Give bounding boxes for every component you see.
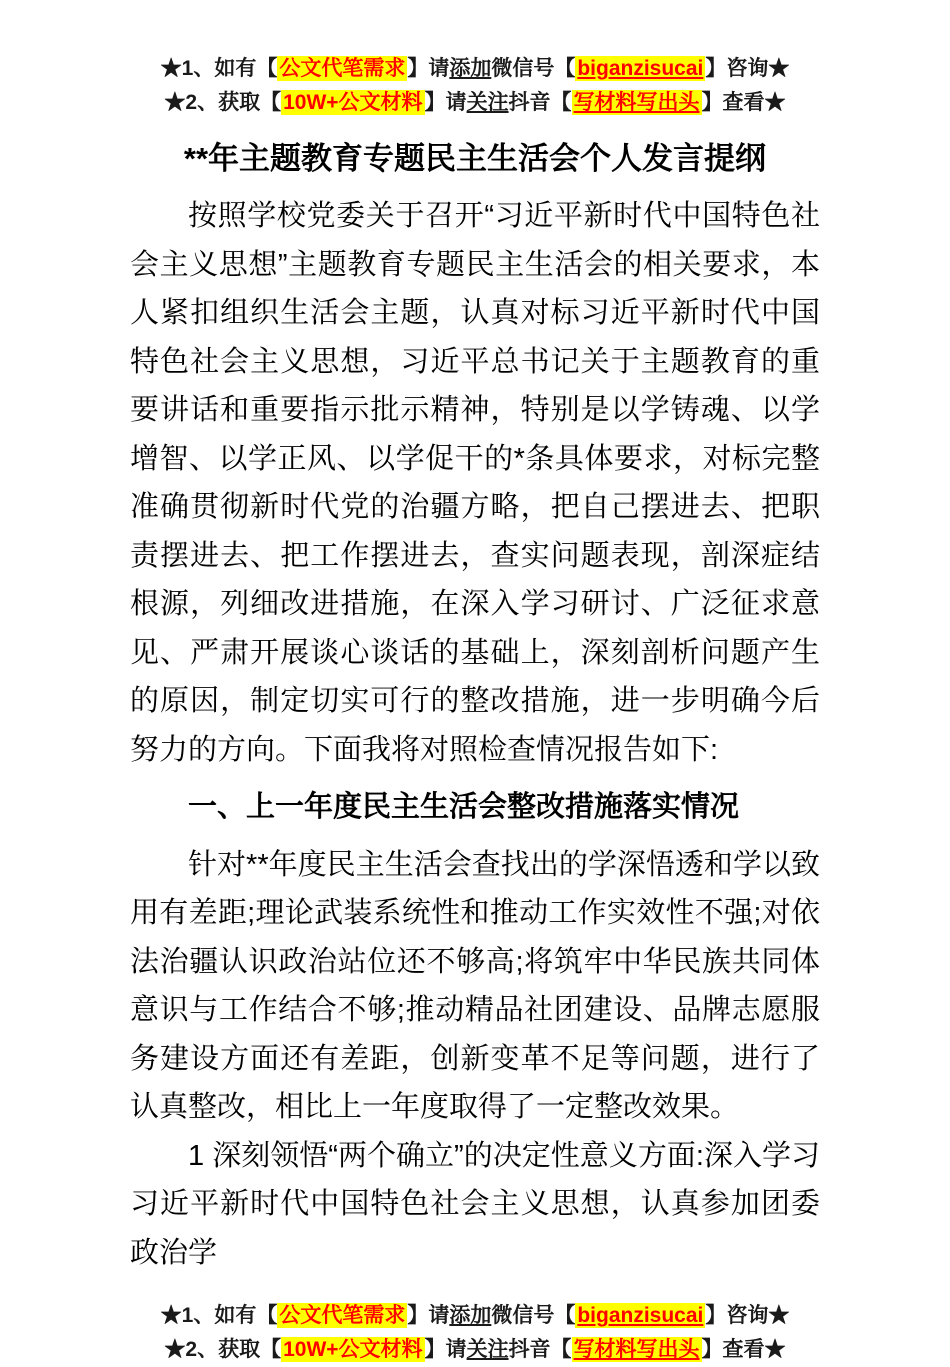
page-title: **年主题教育专题民主生活会个人发言提纲 — [183, 141, 767, 176]
promo-banner-top — [130, 52, 820, 120]
paragraph-rectification: 针对**年度民主生活会查找出的学深悟透和学以致用有差距;理论武装系统性和推动工作实效性不强;对依法治疆认识政治站位还不够高;将筑牢中华民族共同体意识与工作结合不够;推动精品社团建设、品牌志愿服务建设方面还有差距，创新变革不足等问题，进行了认真整改，相比上一年度取得了一定整改效果。 — [130, 848, 820, 1123]
promo2-mid2: 抖音【 — [508, 91, 572, 114]
promo-line-2-bottom — [130, 1333, 820, 1367]
section-heading-1: 一、上一年度民主生活会整改措施落实情况 — [188, 791, 740, 823]
promo-line-2 — [130, 86, 820, 120]
promo1b-mid1: 】请 — [407, 1304, 450, 1327]
promo-line-1 — [130, 52, 820, 86]
promo1-add-underline: 添加 — [449, 57, 492, 80]
promo1-suffix: 】咨询★ — [705, 57, 790, 80]
paragraph-opening: 按照学校党委关于召开“习近平新时代中国特色社会主义思想”主题教育专题民主生活会的相关要求，本人紧扣组织生活会主题，认真对标习近平新时代中国特色社会主义思想，习近平总书记关于主题教育的重要讲话和重要指示批示精神，特别是以学铸魂、以学增智、以学正风、以学促干的*条具体要求，对标完整准确贯彻新时代党的治疆方略，把自己摆进去、把职责摆进去、把工作摆进去，查实问题表现，剖深症结根源，列细改进措施，在深入学习研讨、广泛征求意见、严肃开展谈心谈话的基础上，深刻剖析问题产生的原因，制定切实可行的整改措施，进一步明确今后努力的方向。下面我将对照检查情况报告如下: — [130, 200, 820, 766]
promo2b-prefix: ★2、获取【 — [164, 1338, 282, 1361]
promo1b-suffix: 】咨询★ — [705, 1304, 790, 1327]
promo1-service-highlight: 公文代笔需求 — [279, 57, 406, 80]
promo2b-suffix: 】查看★ — [701, 1338, 786, 1361]
promo2-mid1: 】请 — [424, 91, 467, 114]
promo2b-mid2: 抖音【 — [508, 1338, 572, 1361]
promo1b-mid2: 微信号【 — [491, 1304, 576, 1327]
promo-banner-bottom — [130, 1299, 820, 1367]
promo1-wechat-id-highlight: biganzisucai — [577, 57, 704, 80]
promo2-prefix: ★2、获取【 — [164, 91, 282, 114]
promo2-material-highlight: 10W+公文材料 — [283, 91, 423, 114]
promo2-suffix: 】查看★ — [701, 91, 786, 114]
promo2b-mid1: 】请 — [424, 1338, 467, 1361]
promo2-follow-underline: 关注 — [466, 91, 509, 114]
promo1-mid1: 】请 — [407, 57, 450, 80]
document-body — [130, 192, 820, 1277]
promo1b-wechat-id-highlight: biganzisucai — [577, 1304, 704, 1327]
promo1b-add-underline: 添加 — [449, 1304, 492, 1327]
promo-line-1-bottom — [130, 1299, 820, 1333]
promo2-douyin-id-highlight: 写材料写出头 — [573, 91, 700, 114]
promo1b-prefix: ★1、如有【 — [160, 1304, 278, 1327]
promo1b-service-highlight: 公文代笔需求 — [279, 1304, 406, 1327]
promo2b-material-highlight: 10W+公文材料 — [283, 1338, 423, 1361]
promo1-mid2: 微信号【 — [491, 57, 576, 80]
promo2b-douyin-id-highlight: 写材料写出头 — [573, 1338, 700, 1361]
paragraph-point-1: 1 深刻领悟“两个确立”的决定性意义方面:深入学习习近平新时代中国特色社会主义思想，认真参加团委政治学 — [130, 1139, 820, 1269]
promo2b-follow-underline: 关注 — [466, 1338, 509, 1361]
promo1-prefix: ★1、如有【 — [160, 57, 278, 80]
